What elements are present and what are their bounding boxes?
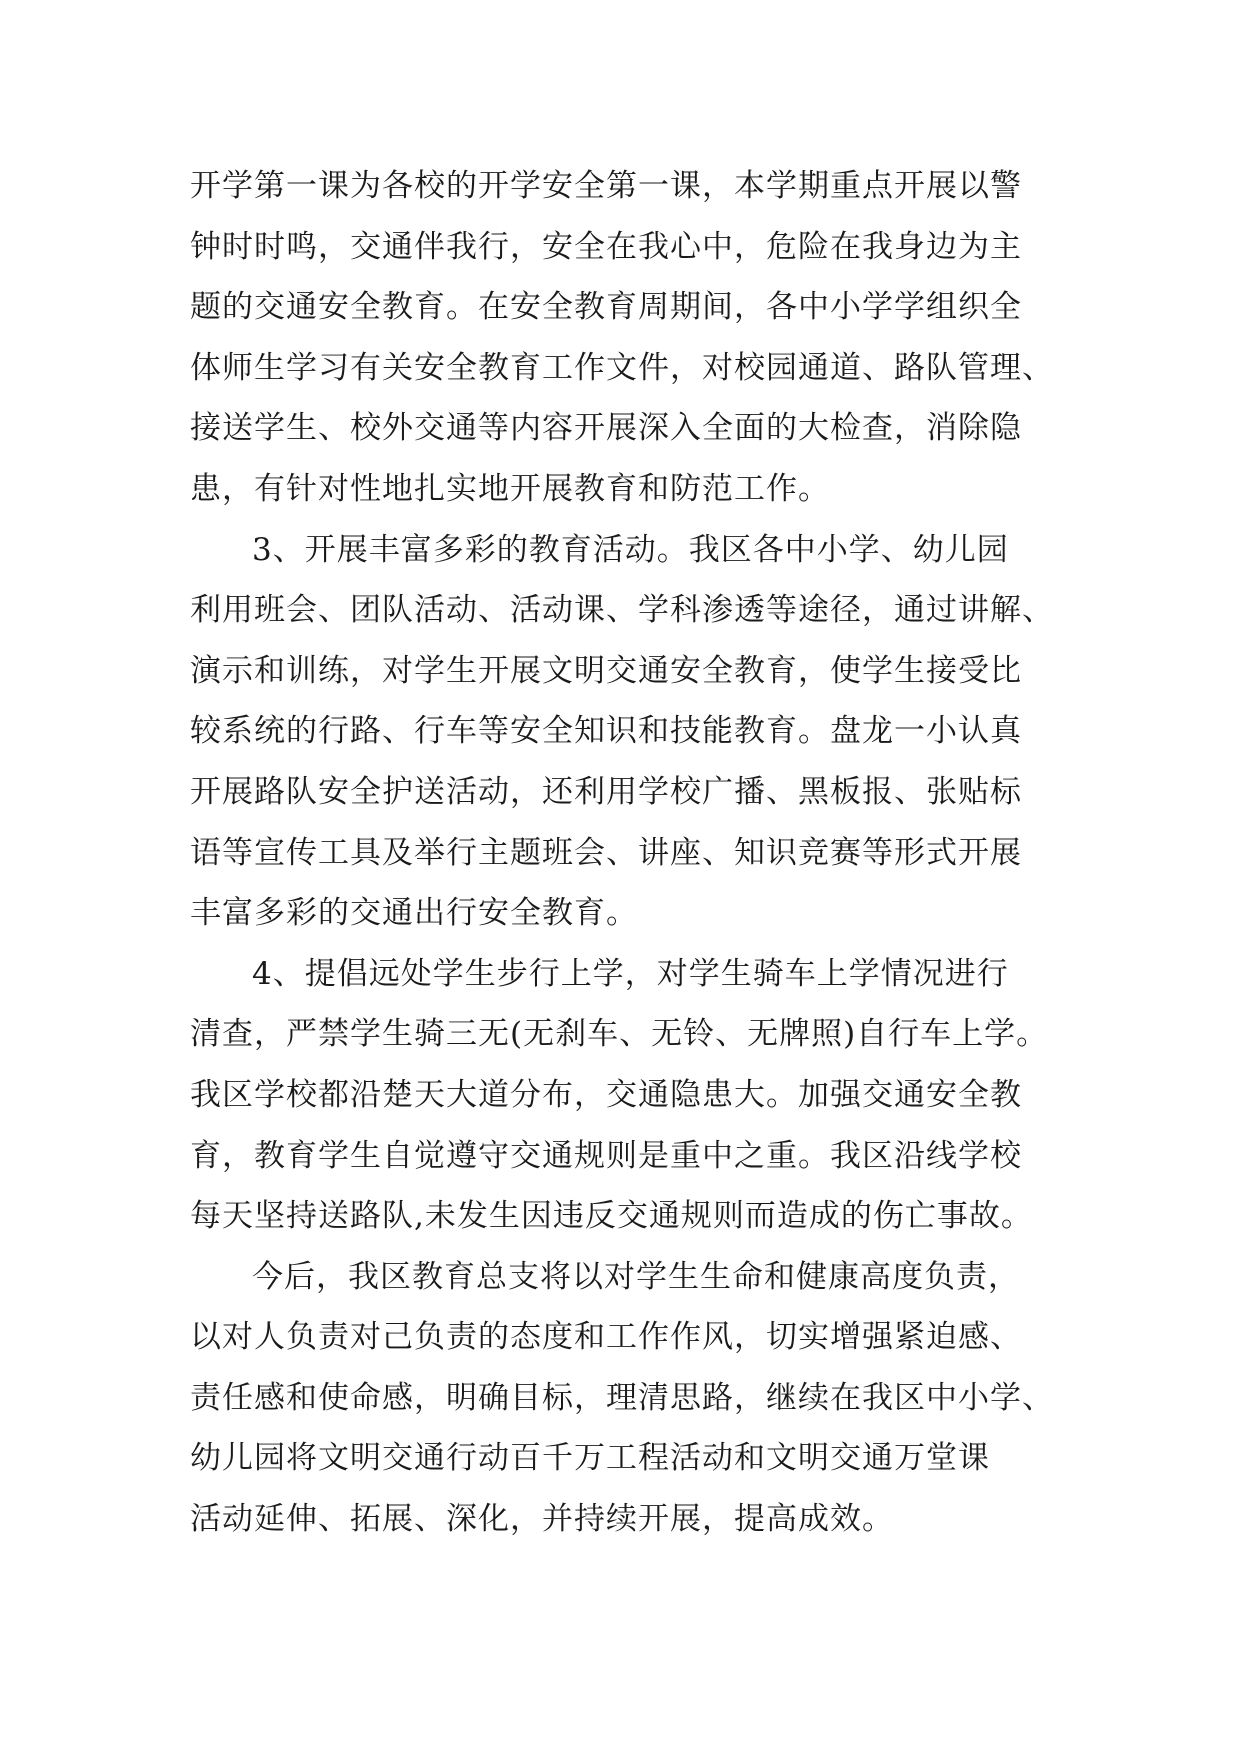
text-line: 演示和训练，对学生开展文明交通安全教育，使学生接受比 [190, 652, 1022, 689]
paragraph-first-line: 今后，我区教育总支将以对学生生命和健康高度负责， [252, 1258, 1020, 1295]
text-line: 体师生学习有关安全教育工作文件，对校园通道、路队管理、 [190, 349, 1054, 386]
text-line: 活动延伸、拓展、深化，并持续开展，提高成效。 [190, 1501, 894, 1538]
text-line: 语等宣传工具及举行主题班会、讲座、知识竞赛等形式开展 [190, 834, 1022, 871]
paragraph-first-line: 4、提倡远处学生步行上学，对学生骑车上学情况进行 [252, 955, 1009, 992]
text-line: 患，有针对性地扎实地开展教育和防范工作。 [190, 470, 830, 507]
text-line: 钟时时鸣，交通伴我行，安全在我心中，危险在我身边为主 [190, 228, 1022, 265]
text-line: 我区学校都沿楚天大道分布，交通隐患大。加强交通安全教 [190, 1076, 1022, 1113]
text-line: 以对人负责对己负责的态度和工作作风，切实增强紧迫感、 [190, 1319, 1022, 1356]
text-line: 每天坚持送路队,未发生因违反交通规则而造成的伤亡事故。 [190, 1198, 1033, 1235]
text-line: 开展路队安全护送活动，还利用学校广播、黑板报、张贴标 [190, 773, 1022, 810]
text-line: 利用班会、团队活动、活动课、学科渗透等途径，通过讲解、 [190, 592, 1054, 629]
text-line: 育，教育学生自觉遵守交通规则是重中之重。我区沿线学校 [190, 1137, 1022, 1174]
text-line: 题的交通安全教育。在安全教育周期间，各中小学学组织全 [190, 289, 1022, 326]
text-line: 责任感和使命感，明确目标，理清思路，继续在我区中小学、 [190, 1379, 1054, 1416]
document-body [190, 156, 1070, 1550]
text-line: 幼儿园将文明交通行动百千万工程活动和文明交通万堂课 [190, 1440, 990, 1477]
paragraph-first-line: 3、开展丰富多彩的教育活动。我区各中小学、幼儿园 [252, 531, 1009, 568]
text-line: 较系统的行路、行车等安全知识和技能教育。盘龙一小认真 [190, 713, 1022, 750]
text-line: 开学第一课为各校的开学安全第一课，本学期重点开展以警 [190, 168, 1022, 204]
text-line: 接送学生、校外交通等内容开展深入全面的大检查，消除隐 [190, 410, 1022, 447]
text-line: 丰富多彩的交通出行安全教育。 [190, 895, 638, 932]
text-line: 清查，严禁学生骑三无(无刹车、无铃、无牌照)自行车上学。 [190, 1016, 1049, 1053]
